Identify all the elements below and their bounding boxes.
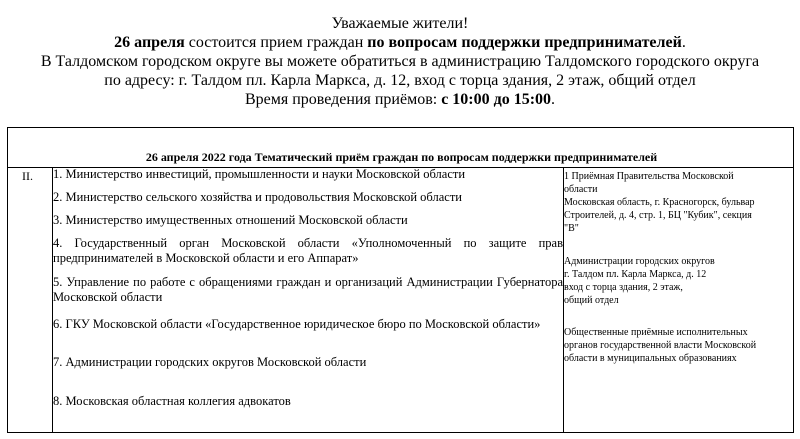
reception-time: с 10:00 до 15:00	[441, 91, 552, 108]
reception-date: 26 апреля	[114, 34, 185, 51]
location-line: общий отдел	[564, 295, 619, 306]
location-line: 1 Приёмная Правительства Московской	[564, 171, 734, 182]
list-item: 5. Управление по работе с обращениями граждан и организаций Администрации Губернатора Московской области	[53, 275, 563, 304]
list-item: 2. Министерство сельского хозяйства и продовольствия Московской области	[53, 190, 462, 204]
location-block	[564, 326, 792, 365]
announcement-header	[0, 14, 800, 109]
time-line: Время проведения приёмов: с 10:00 до 15:00.	[244, 91, 556, 108]
announcement-line: 26 апреля состоится прием граждан по вопросам поддержки предпринимателей.	[114, 34, 686, 51]
table-title: 26 апреля 2022 года Тематический приём граждан по вопросам поддержки предпринимателей	[145, 150, 658, 164]
location-block	[564, 170, 792, 235]
location-line: Администрации городских округов	[564, 256, 715, 267]
location-line: области в муниципальных образованиях	[564, 353, 737, 364]
location-line: органов государственной власти Московской	[564, 340, 757, 351]
location-line: Общественные приёмные исполнительных	[564, 327, 748, 338]
list-item: 3. Министерство имущественных отношений Московской области	[53, 213, 408, 227]
location-line: Московская область, г. Красногорск, бульвар	[564, 197, 755, 208]
location-line: "В"	[564, 223, 579, 234]
location-line: вход с торца здания, 2 этаж,	[564, 282, 683, 293]
location-line: г. Талдом пл. Карла Маркса, д. 12	[564, 269, 707, 280]
location-line: области	[564, 184, 598, 195]
list-item: 1. Министерство инвестиций, промышленности и науки Московской области	[53, 167, 466, 181]
list-item: 8. Московская областная коллегия адвокатов	[53, 394, 291, 408]
list-item: 4. Государственный орган Московской области «Уполномоченный по защите прав предпринимателей в Московской области и его Аппарат»	[53, 236, 563, 265]
greeting: Уважаемые жители!	[331, 15, 469, 32]
location-line: Строителей, д. 4, стр. 1, БЦ "Кубик", секция	[564, 210, 752, 221]
location-line: В Талдомском городском округе вы можете обратиться в администрацию Талдомского городского округа	[40, 53, 760, 70]
list-item: 7. Администрации городских округов Московской области	[53, 355, 367, 369]
row-number: II.	[22, 169, 33, 183]
address-line: по адресу: г. Талдом пл. Карла Маркса, д. 12, вход с торца здания, 2 этаж, общий отдел	[104, 72, 696, 89]
location-block	[564, 255, 792, 307]
reception-topic: по вопросам поддержки предпринимателей	[367, 34, 682, 51]
list-item: 6. ГКУ Московской области «Государственное юридическое бюро по Московской области»	[53, 317, 541, 331]
